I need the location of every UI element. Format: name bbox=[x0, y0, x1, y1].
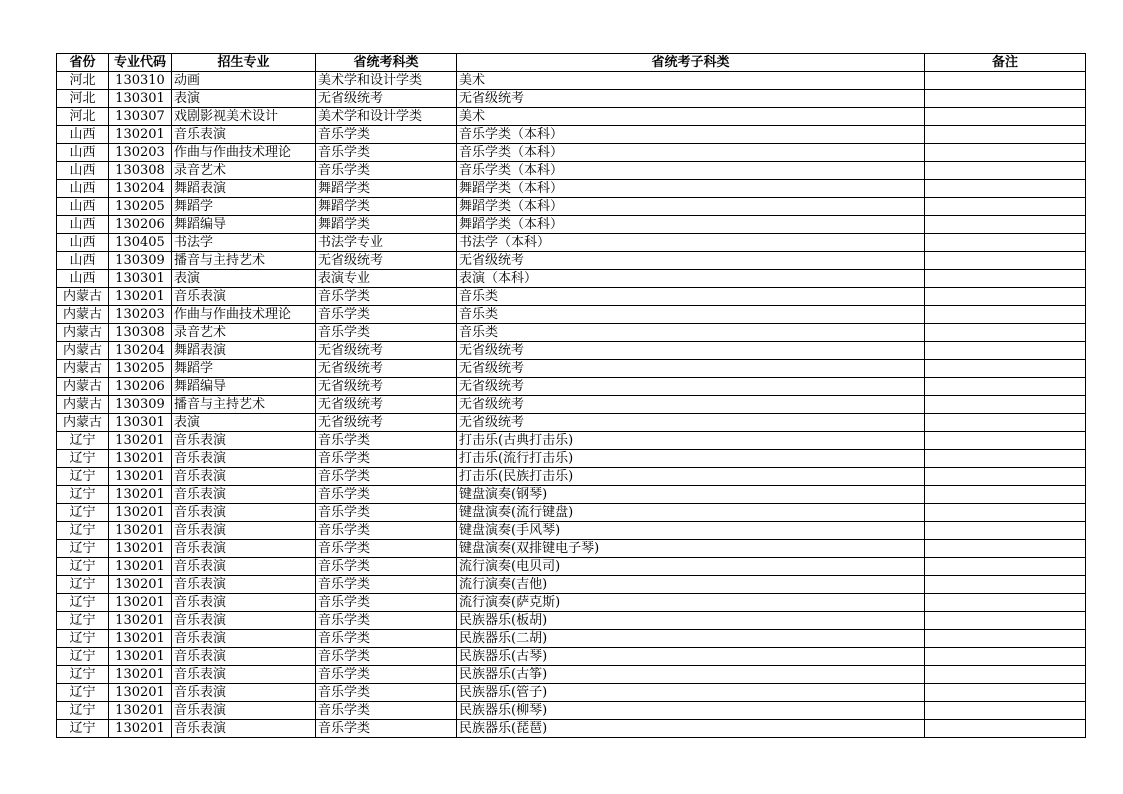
remarks-cell bbox=[925, 450, 1086, 468]
exam-subcategory-cell: 书法学（本科） bbox=[457, 234, 925, 252]
exam-category-cell: 舞蹈学类 bbox=[316, 216, 457, 234]
table-row bbox=[57, 684, 1086, 702]
province-cell: 山西 bbox=[57, 252, 109, 270]
remarks-cell bbox=[925, 90, 1086, 108]
exam-category-cell: 音乐学类 bbox=[316, 324, 457, 342]
province-cell: 内蒙古 bbox=[57, 324, 109, 342]
province-cell: 内蒙古 bbox=[57, 414, 109, 432]
remarks-cell bbox=[925, 414, 1086, 432]
major-name-cell: 舞蹈编导 bbox=[172, 378, 316, 396]
remarks-cell bbox=[925, 252, 1086, 270]
table-row bbox=[57, 252, 1086, 270]
major-code-cell: 130307 bbox=[109, 108, 172, 126]
exam-category-cell: 音乐学类 bbox=[316, 666, 457, 684]
major-name-cell: 音乐表演 bbox=[172, 666, 316, 684]
province-cell: 辽宁 bbox=[57, 432, 109, 450]
table-row bbox=[57, 648, 1086, 666]
province-cell: 内蒙古 bbox=[57, 342, 109, 360]
exam-category-cell: 音乐学类 bbox=[316, 630, 457, 648]
major-code-cell: 130309 bbox=[109, 396, 172, 414]
table-row bbox=[57, 468, 1086, 486]
table-row bbox=[57, 630, 1086, 648]
major-code-cell: 130201 bbox=[109, 450, 172, 468]
major-code-cell: 130310 bbox=[109, 72, 172, 90]
major-name-cell: 音乐表演 bbox=[172, 126, 316, 144]
table-row bbox=[57, 108, 1086, 126]
province-cell: 山西 bbox=[57, 198, 109, 216]
exam-category-cell: 音乐学类 bbox=[316, 450, 457, 468]
remarks-cell bbox=[925, 144, 1086, 162]
major-name-cell: 录音艺术 bbox=[172, 162, 316, 180]
major-code-cell: 130201 bbox=[109, 720, 172, 738]
province-cell: 辽宁 bbox=[57, 504, 109, 522]
province-cell: 辽宁 bbox=[57, 612, 109, 630]
table-row bbox=[57, 666, 1086, 684]
major-name-cell: 动画 bbox=[172, 72, 316, 90]
major-name-cell: 音乐表演 bbox=[172, 468, 316, 486]
major-code-cell: 130201 bbox=[109, 468, 172, 486]
major-code-cell: 130301 bbox=[109, 414, 172, 432]
major-name-cell: 表演 bbox=[172, 414, 316, 432]
major-name-cell: 舞蹈编导 bbox=[172, 216, 316, 234]
exam-category-cell: 美术学和设计学类 bbox=[316, 108, 457, 126]
remarks-cell bbox=[925, 576, 1086, 594]
major-code-cell: 130201 bbox=[109, 288, 172, 306]
exam-subcategory-cell: 民族器乐(琵琶) bbox=[457, 720, 925, 738]
province-cell: 辽宁 bbox=[57, 648, 109, 666]
exam-category-cell: 音乐学类 bbox=[316, 648, 457, 666]
remarks-cell bbox=[925, 486, 1086, 504]
major-name-cell: 音乐表演 bbox=[172, 720, 316, 738]
remarks-cell bbox=[925, 180, 1086, 198]
major-code-cell: 130201 bbox=[109, 666, 172, 684]
province-cell: 山西 bbox=[57, 126, 109, 144]
exam-category-cell: 舞蹈学类 bbox=[316, 198, 457, 216]
exam-category-cell: 音乐学类 bbox=[316, 594, 457, 612]
major-code-cell: 130201 bbox=[109, 684, 172, 702]
table-row bbox=[57, 576, 1086, 594]
major-name-cell: 舞蹈表演 bbox=[172, 342, 316, 360]
major-code-cell: 130301 bbox=[109, 270, 172, 288]
table-row bbox=[57, 720, 1086, 738]
exam-category-cell: 音乐学类 bbox=[316, 288, 457, 306]
enrollment-table bbox=[56, 53, 1086, 738]
major-name-cell: 舞蹈学 bbox=[172, 360, 316, 378]
exam-category-cell: 音乐学类 bbox=[316, 612, 457, 630]
major-name-cell: 表演 bbox=[172, 90, 316, 108]
province-cell: 辽宁 bbox=[57, 702, 109, 720]
exam-subcategory-cell: 流行演奏(吉他) bbox=[457, 576, 925, 594]
major-code-cell: 130205 bbox=[109, 360, 172, 378]
major-name-cell: 音乐表演 bbox=[172, 522, 316, 540]
table-row bbox=[57, 702, 1086, 720]
exam-subcategory-cell: 音乐学类（本科） bbox=[457, 126, 925, 144]
exam-subcategory-cell: 键盘演奏(钢琴) bbox=[457, 486, 925, 504]
table-row bbox=[57, 216, 1086, 234]
exam-subcategory-cell: 美术 bbox=[457, 72, 925, 90]
exam-subcategory-cell: 流行演奏(电贝司) bbox=[457, 558, 925, 576]
exam-category-cell: 无省级统考 bbox=[316, 360, 457, 378]
province-cell: 山西 bbox=[57, 180, 109, 198]
exam-subcategory-cell: 流行演奏(萨克斯) bbox=[457, 594, 925, 612]
table-row bbox=[57, 288, 1086, 306]
remarks-cell bbox=[925, 648, 1086, 666]
remarks-cell bbox=[925, 594, 1086, 612]
exam-subcategory-cell: 键盘演奏(双排键电子琴) bbox=[457, 540, 925, 558]
province-cell: 辽宁 bbox=[57, 684, 109, 702]
major-name-cell: 音乐表演 bbox=[172, 576, 316, 594]
major-code-cell: 130201 bbox=[109, 126, 172, 144]
province-cell: 辽宁 bbox=[57, 522, 109, 540]
exam-subcategory-cell: 美术 bbox=[457, 108, 925, 126]
major-code-cell: 130201 bbox=[109, 630, 172, 648]
province-cell: 河北 bbox=[57, 108, 109, 126]
header-exam-category: 省统考科类 bbox=[316, 54, 457, 72]
province-cell: 山西 bbox=[57, 270, 109, 288]
exam-subcategory-cell: 无省级统考 bbox=[457, 360, 925, 378]
exam-subcategory-cell: 舞蹈学类（本科） bbox=[457, 180, 925, 198]
table-row bbox=[57, 306, 1086, 324]
major-name-cell: 录音艺术 bbox=[172, 324, 316, 342]
header-major-name: 招生专业 bbox=[172, 54, 316, 72]
table-row bbox=[57, 486, 1086, 504]
major-name-cell: 音乐表演 bbox=[172, 540, 316, 558]
major-name-cell: 音乐表演 bbox=[172, 702, 316, 720]
major-code-cell: 130309 bbox=[109, 252, 172, 270]
exam-category-cell: 音乐学类 bbox=[316, 468, 457, 486]
major-name-cell: 音乐表演 bbox=[172, 648, 316, 666]
major-name-cell: 书法学 bbox=[172, 234, 316, 252]
exam-category-cell: 音乐学类 bbox=[316, 702, 457, 720]
remarks-cell bbox=[925, 360, 1086, 378]
remarks-cell bbox=[925, 342, 1086, 360]
exam-category-cell: 音乐学类 bbox=[316, 684, 457, 702]
remarks-cell bbox=[925, 720, 1086, 738]
table-row bbox=[57, 234, 1086, 252]
table-row bbox=[57, 378, 1086, 396]
major-code-cell: 130201 bbox=[109, 486, 172, 504]
exam-category-cell: 音乐学类 bbox=[316, 720, 457, 738]
remarks-cell bbox=[925, 666, 1086, 684]
exam-subcategory-cell: 民族器乐(管子) bbox=[457, 684, 925, 702]
table-row bbox=[57, 126, 1086, 144]
exam-subcategory-cell: 音乐类 bbox=[457, 324, 925, 342]
table-row bbox=[57, 432, 1086, 450]
exam-category-cell: 音乐学类 bbox=[316, 144, 457, 162]
exam-category-cell: 书法学专业 bbox=[316, 234, 457, 252]
table-row bbox=[57, 90, 1086, 108]
exam-category-cell: 无省级统考 bbox=[316, 342, 457, 360]
exam-subcategory-cell: 民族器乐(板胡) bbox=[457, 612, 925, 630]
remarks-cell bbox=[925, 504, 1086, 522]
table-row bbox=[57, 450, 1086, 468]
remarks-cell bbox=[925, 396, 1086, 414]
major-code-cell: 130201 bbox=[109, 648, 172, 666]
major-name-cell: 音乐表演 bbox=[172, 684, 316, 702]
major-name-cell: 音乐表演 bbox=[172, 558, 316, 576]
major-name-cell: 戏剧影视美术设计 bbox=[172, 108, 316, 126]
exam-subcategory-cell: 无省级统考 bbox=[457, 252, 925, 270]
exam-subcategory-cell: 键盘演奏(流行键盘) bbox=[457, 504, 925, 522]
table-row bbox=[57, 144, 1086, 162]
major-code-cell: 130201 bbox=[109, 558, 172, 576]
table-row bbox=[57, 540, 1086, 558]
remarks-cell bbox=[925, 234, 1086, 252]
table-row bbox=[57, 72, 1086, 90]
major-code-cell: 130308 bbox=[109, 162, 172, 180]
exam-subcategory-cell: 音乐学类（本科） bbox=[457, 162, 925, 180]
major-name-cell: 音乐表演 bbox=[172, 288, 316, 306]
major-name-cell: 表演 bbox=[172, 270, 316, 288]
exam-subcategory-cell: 无省级统考 bbox=[457, 90, 925, 108]
exam-subcategory-cell: 无省级统考 bbox=[457, 414, 925, 432]
remarks-cell bbox=[925, 522, 1086, 540]
major-code-cell: 130201 bbox=[109, 504, 172, 522]
exam-subcategory-cell: 无省级统考 bbox=[457, 378, 925, 396]
exam-category-cell: 音乐学类 bbox=[316, 306, 457, 324]
remarks-cell bbox=[925, 198, 1086, 216]
exam-category-cell: 音乐学类 bbox=[316, 126, 457, 144]
table-row bbox=[57, 162, 1086, 180]
exam-subcategory-cell: 民族器乐(古筝) bbox=[457, 666, 925, 684]
major-name-cell: 作曲与作曲技术理论 bbox=[172, 306, 316, 324]
table-row bbox=[57, 504, 1086, 522]
exam-subcategory-cell: 舞蹈学类（本科） bbox=[457, 216, 925, 234]
exam-category-cell: 音乐学类 bbox=[316, 540, 457, 558]
exam-category-cell: 音乐学类 bbox=[316, 486, 457, 504]
province-cell: 内蒙古 bbox=[57, 378, 109, 396]
exam-category-cell: 音乐学类 bbox=[316, 576, 457, 594]
province-cell: 辽宁 bbox=[57, 576, 109, 594]
province-cell: 辽宁 bbox=[57, 558, 109, 576]
remarks-cell bbox=[925, 378, 1086, 396]
major-code-cell: 130201 bbox=[109, 594, 172, 612]
exam-subcategory-cell: 打击乐(流行打击乐) bbox=[457, 450, 925, 468]
major-code-cell: 130206 bbox=[109, 216, 172, 234]
exam-subcategory-cell: 民族器乐(柳琴) bbox=[457, 702, 925, 720]
province-cell: 河北 bbox=[57, 90, 109, 108]
province-cell: 辽宁 bbox=[57, 666, 109, 684]
remarks-cell bbox=[925, 630, 1086, 648]
remarks-cell bbox=[925, 540, 1086, 558]
exam-category-cell: 音乐学类 bbox=[316, 504, 457, 522]
exam-category-cell: 无省级统考 bbox=[316, 90, 457, 108]
major-code-cell: 130308 bbox=[109, 324, 172, 342]
major-name-cell: 音乐表演 bbox=[172, 594, 316, 612]
province-cell: 内蒙古 bbox=[57, 288, 109, 306]
province-cell: 山西 bbox=[57, 234, 109, 252]
major-code-cell: 130203 bbox=[109, 144, 172, 162]
major-code-cell: 130201 bbox=[109, 540, 172, 558]
table-row bbox=[57, 198, 1086, 216]
province-cell: 辽宁 bbox=[57, 630, 109, 648]
province-cell: 山西 bbox=[57, 216, 109, 234]
major-name-cell: 舞蹈表演 bbox=[172, 180, 316, 198]
major-code-cell: 130206 bbox=[109, 378, 172, 396]
exam-category-cell: 舞蹈学类 bbox=[316, 180, 457, 198]
province-cell: 辽宁 bbox=[57, 450, 109, 468]
remarks-cell bbox=[925, 288, 1086, 306]
major-name-cell: 音乐表演 bbox=[172, 486, 316, 504]
table-row bbox=[57, 360, 1086, 378]
exam-subcategory-cell: 表演（本科） bbox=[457, 270, 925, 288]
header-row bbox=[57, 54, 1086, 72]
table-row bbox=[57, 396, 1086, 414]
header-major-code: 专业代码 bbox=[109, 54, 172, 72]
remarks-cell bbox=[925, 432, 1086, 450]
major-name-cell: 作曲与作曲技术理论 bbox=[172, 144, 316, 162]
exam-subcategory-cell: 打击乐(民族打击乐) bbox=[457, 468, 925, 486]
exam-subcategory-cell: 民族器乐(二胡) bbox=[457, 630, 925, 648]
province-cell: 山西 bbox=[57, 162, 109, 180]
exam-subcategory-cell: 键盘演奏(手风琴) bbox=[457, 522, 925, 540]
major-code-cell: 130201 bbox=[109, 702, 172, 720]
exam-category-cell: 无省级统考 bbox=[316, 378, 457, 396]
province-cell: 辽宁 bbox=[57, 594, 109, 612]
province-cell: 河北 bbox=[57, 72, 109, 90]
table-row bbox=[57, 342, 1086, 360]
major-code-cell: 130201 bbox=[109, 612, 172, 630]
remarks-cell bbox=[925, 108, 1086, 126]
remarks-cell bbox=[925, 270, 1086, 288]
province-cell: 辽宁 bbox=[57, 540, 109, 558]
major-code-cell: 130204 bbox=[109, 342, 172, 360]
major-code-cell: 130205 bbox=[109, 198, 172, 216]
exam-category-cell: 音乐学类 bbox=[316, 558, 457, 576]
province-cell: 山西 bbox=[57, 144, 109, 162]
header-exam-subcategory: 省统考子科类 bbox=[457, 54, 925, 72]
exam-category-cell: 无省级统考 bbox=[316, 252, 457, 270]
exam-subcategory-cell: 民族器乐(古琴) bbox=[457, 648, 925, 666]
exam-subcategory-cell: 打击乐(古典打击乐) bbox=[457, 432, 925, 450]
major-code-cell: 130203 bbox=[109, 306, 172, 324]
exam-category-cell: 音乐学类 bbox=[316, 522, 457, 540]
exam-category-cell: 表演专业 bbox=[316, 270, 457, 288]
remarks-cell bbox=[925, 162, 1086, 180]
major-code-cell: 130201 bbox=[109, 522, 172, 540]
remarks-cell bbox=[925, 558, 1086, 576]
table-row bbox=[57, 414, 1086, 432]
table-row bbox=[57, 522, 1086, 540]
major-code-cell: 130405 bbox=[109, 234, 172, 252]
exam-category-cell: 无省级统考 bbox=[316, 396, 457, 414]
major-name-cell: 音乐表演 bbox=[172, 432, 316, 450]
table-row bbox=[57, 594, 1086, 612]
province-cell: 辽宁 bbox=[57, 468, 109, 486]
exam-category-cell: 无省级统考 bbox=[316, 414, 457, 432]
table-row bbox=[57, 558, 1086, 576]
major-code-cell: 130201 bbox=[109, 432, 172, 450]
major-name-cell: 音乐表演 bbox=[172, 630, 316, 648]
major-name-cell: 音乐表演 bbox=[172, 450, 316, 468]
major-name-cell: 舞蹈学 bbox=[172, 198, 316, 216]
major-code-cell: 130201 bbox=[109, 576, 172, 594]
remarks-cell bbox=[925, 126, 1086, 144]
major-name-cell: 播音与主持艺术 bbox=[172, 252, 316, 270]
exam-subcategory-cell: 音乐类 bbox=[457, 306, 925, 324]
remarks-cell bbox=[925, 468, 1086, 486]
exam-category-cell: 音乐学类 bbox=[316, 432, 457, 450]
table-row bbox=[57, 180, 1086, 198]
table-row bbox=[57, 270, 1086, 288]
table-row bbox=[57, 612, 1086, 630]
major-name-cell: 音乐表演 bbox=[172, 612, 316, 630]
remarks-cell bbox=[925, 684, 1086, 702]
province-cell: 内蒙古 bbox=[57, 396, 109, 414]
header-remarks: 备注 bbox=[925, 54, 1086, 72]
remarks-cell bbox=[925, 72, 1086, 90]
major-code-cell: 130204 bbox=[109, 180, 172, 198]
province-cell: 辽宁 bbox=[57, 486, 109, 504]
remarks-cell bbox=[925, 324, 1086, 342]
exam-subcategory-cell: 无省级统考 bbox=[457, 342, 925, 360]
exam-subcategory-cell: 舞蹈学类（本科） bbox=[457, 198, 925, 216]
exam-subcategory-cell: 音乐学类（本科） bbox=[457, 144, 925, 162]
remarks-cell bbox=[925, 612, 1086, 630]
major-name-cell: 音乐表演 bbox=[172, 504, 316, 522]
province-cell: 内蒙古 bbox=[57, 360, 109, 378]
exam-category-cell: 美术学和设计学类 bbox=[316, 72, 457, 90]
table-row bbox=[57, 324, 1086, 342]
province-cell: 辽宁 bbox=[57, 720, 109, 738]
exam-subcategory-cell: 无省级统考 bbox=[457, 396, 925, 414]
exam-subcategory-cell: 音乐类 bbox=[457, 288, 925, 306]
exam-category-cell: 音乐学类 bbox=[316, 162, 457, 180]
remarks-cell bbox=[925, 216, 1086, 234]
province-cell: 内蒙古 bbox=[57, 306, 109, 324]
major-code-cell: 130301 bbox=[109, 90, 172, 108]
major-name-cell: 播音与主持艺术 bbox=[172, 396, 316, 414]
header-province: 省份 bbox=[57, 54, 109, 72]
remarks-cell bbox=[925, 702, 1086, 720]
remarks-cell bbox=[925, 306, 1086, 324]
